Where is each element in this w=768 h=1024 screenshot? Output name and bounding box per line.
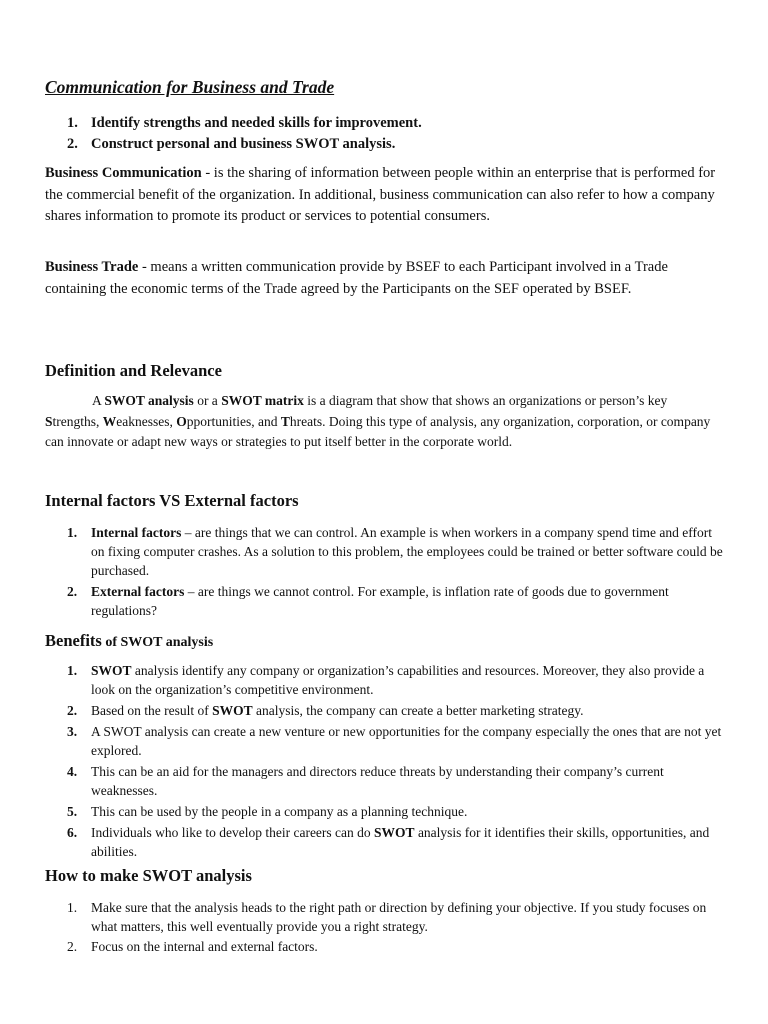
section-heading-definition: Definition and Relevance <box>45 361 222 380</box>
heading-bold: Benefits <box>45 631 102 650</box>
text: or a <box>193 393 222 408</box>
definition-paragraph <box>45 391 725 453</box>
bold-letter: S <box>45 413 53 429</box>
term: Internal factors <box>91 525 182 540</box>
bold-term: SWOT <box>374 825 415 840</box>
list-text: A SWOT analysis can create a new venture or new opportunities for the company especially the ones that are not yet explored. <box>91 724 722 758</box>
list-text: Individuals who like to develop their careers can do <box>91 825 375 840</box>
section-heading-how-to: How to make SWOT analysis <box>45 866 252 885</box>
list-item <box>45 661 725 699</box>
list-number: 2. <box>67 939 78 954</box>
list-number: 6. <box>67 825 78 840</box>
text: eaknesses, <box>116 413 177 429</box>
bold-term: SWOT matrix <box>221 393 304 408</box>
page-title: Communication for Business and Trade <box>45 77 335 97</box>
list-text: Based on the result of <box>91 703 213 718</box>
list-text: – are things we cannot control. For example, is inflation rate of goods due to government regulations? <box>91 584 669 618</box>
list-text: This can be an aid for the managers and directors reduce threats by understanding their company’s current weaknesses. <box>91 764 664 798</box>
text: is a diagram that show that shows an organizations or person’s key <box>303 393 668 408</box>
text: pportunities, and <box>186 413 281 429</box>
list-text: Construct personal and business SWOT analysis. <box>91 136 396 152</box>
factors-list <box>45 523 725 622</box>
list-number: 1. <box>67 663 78 678</box>
list-item <box>45 762 725 800</box>
list-text: analysis identify any company or organization’s capabilities and resources. Moreover, they also provide a look on the organization’s competitive environment. <box>91 663 705 697</box>
list-number: 3. <box>67 724 78 739</box>
definition-text: - is the sharing of information between people within an enterprise that is performed for the commercial benefit of the organization. In additional, business communication can also refer to how a company shares information to promote its product or services to potential consumers. <box>45 165 716 224</box>
list-text: – are things that we can control. An example is when workers in a company spend time and effort on fixing computer crashes. As a solution to this problem, the employees could be trained or better software could be purchased. <box>91 525 723 578</box>
list-text: Make sure that the analysis heads to the right path or direction by defining your objective. If you study focuses on what matters, this well eventually provide you a right strategy. <box>91 900 707 934</box>
bold-letter: W <box>102 413 117 429</box>
definition-text: - means a written communication provide by BSEF to each Participant involved in a Trade containing the economic terms of the Trade agreed by the Participants on the SEF operated by BSEF. <box>45 259 668 297</box>
text: trengths, <box>52 413 103 429</box>
heading-rest: of SWOT analysis <box>101 635 214 650</box>
list-text: Identify strengths and needed skills for improvement. <box>91 115 422 131</box>
term: Business Communication <box>45 165 202 181</box>
list-item <box>45 937 725 956</box>
list-text: analysis, the company can create a better marketing strategy. <box>252 703 584 718</box>
list-item <box>45 134 725 155</box>
list-number: 1. <box>67 115 78 131</box>
list-number: 4. <box>67 764 78 779</box>
term: Business Trade <box>45 259 139 275</box>
benefits-list <box>45 661 725 863</box>
list-item <box>45 113 725 134</box>
list-text: This can be used by the people in a company as a planning technique. <box>91 804 468 819</box>
text: hreats. Doing this type of analysis, any organization, corporation, or company can innovate or adapt new ways or strategies to put itself better in the corporate world. <box>45 413 711 449</box>
list-number: 5. <box>67 804 78 819</box>
list-item <box>45 802 725 821</box>
bold-term: SWOT analysis <box>104 393 194 408</box>
list-number: 2. <box>67 584 78 599</box>
list-item <box>45 523 725 580</box>
list-item <box>45 722 725 760</box>
list-item <box>45 701 725 720</box>
list-text: analysis for it identifies their skills, opportunities, and abilities. <box>91 825 710 859</box>
list-number: 2. <box>67 703 78 718</box>
objectives-list <box>45 113 725 155</box>
bold-term: SWOT <box>212 703 253 718</box>
list-item <box>45 823 725 861</box>
text: A <box>92 393 105 408</box>
bold-term: SWOT <box>91 663 132 678</box>
list-number: 1. <box>67 900 78 915</box>
business-communication-paragraph <box>45 163 725 228</box>
section-heading-factors: Internal factors VS External factors <box>45 491 299 510</box>
section-heading-benefits <box>45 631 725 651</box>
how-to-list <box>45 898 725 957</box>
list-item <box>45 898 725 936</box>
bold-letter: O <box>176 413 187 429</box>
business-trade-paragraph <box>45 257 725 300</box>
bold-letter: T <box>280 413 290 429</box>
list-text: Focus on the internal and external factors. <box>91 939 318 954</box>
list-number: 2. <box>67 136 78 152</box>
list-item <box>45 582 725 620</box>
term: External factors <box>91 584 185 599</box>
list-number: 1. <box>67 525 78 540</box>
